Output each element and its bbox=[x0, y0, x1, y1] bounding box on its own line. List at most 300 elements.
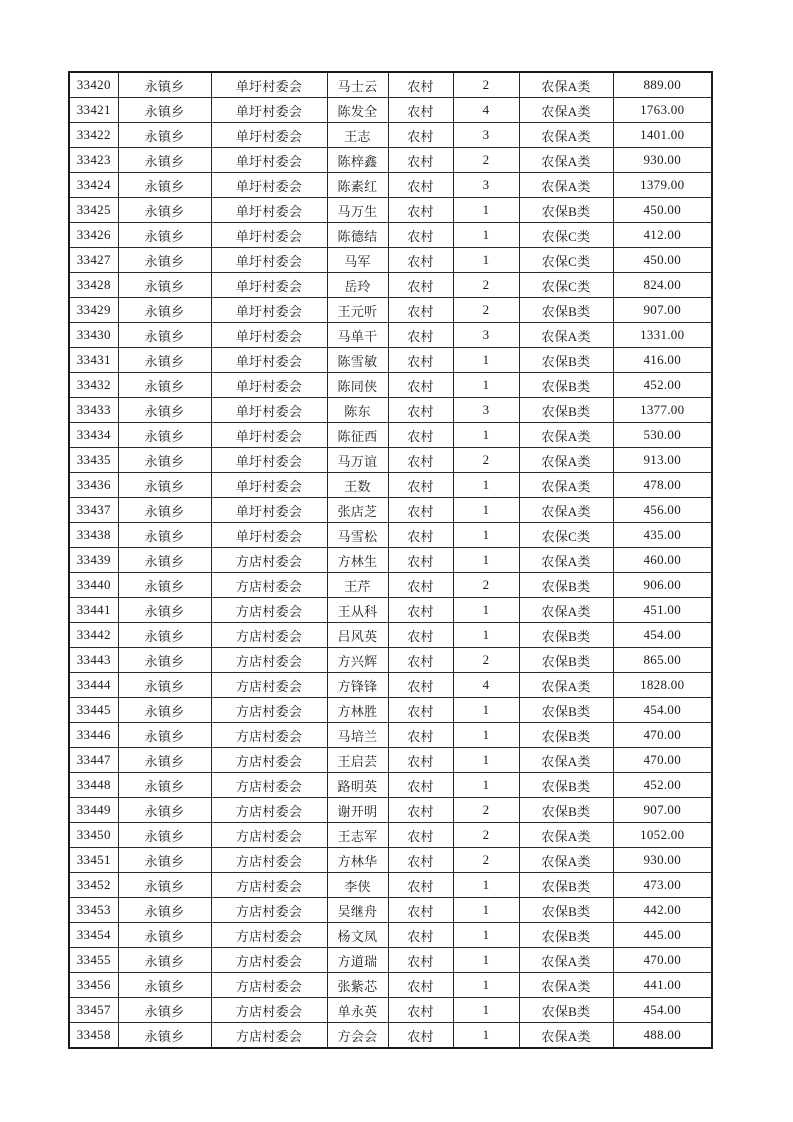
table-row bbox=[69, 973, 712, 998]
cell-insurance-category: 农保B类 bbox=[519, 873, 613, 898]
cell-record-id: 33423 bbox=[69, 148, 118, 173]
cell-person-count: 1 bbox=[453, 973, 519, 998]
cell-township: 永镇乡 bbox=[118, 273, 211, 298]
cell-insurance-category: 农保B类 bbox=[519, 398, 613, 423]
cell-person-count: 2 bbox=[453, 798, 519, 823]
cell-person-name: 陈梓鑫 bbox=[327, 148, 388, 173]
cell-amount: 470.00 bbox=[613, 748, 712, 773]
cell-record-id: 33451 bbox=[69, 848, 118, 873]
table-row bbox=[69, 823, 712, 848]
cell-person-count: 4 bbox=[453, 98, 519, 123]
cell-village-committee: 方店村委会 bbox=[211, 773, 327, 798]
cell-record-id: 33446 bbox=[69, 723, 118, 748]
cell-village-committee: 方店村委会 bbox=[211, 698, 327, 723]
cell-residence-type: 农村 bbox=[388, 373, 453, 398]
cell-person-count: 2 bbox=[453, 148, 519, 173]
cell-person-name: 马培兰 bbox=[327, 723, 388, 748]
cell-record-id: 33450 bbox=[69, 823, 118, 848]
cell-township: 永镇乡 bbox=[118, 98, 211, 123]
cell-insurance-category: 农保A类 bbox=[519, 173, 613, 198]
cell-village-committee: 单圩村委会 bbox=[211, 348, 327, 373]
cell-insurance-category: 农保A类 bbox=[519, 948, 613, 973]
cell-record-id: 33429 bbox=[69, 298, 118, 323]
cell-person-name: 方林华 bbox=[327, 848, 388, 873]
cell-insurance-category: 农保C类 bbox=[519, 523, 613, 548]
cell-person-name: 陈素红 bbox=[327, 173, 388, 198]
cell-person-name: 马雪松 bbox=[327, 523, 388, 548]
table-row bbox=[69, 373, 712, 398]
cell-amount: 1828.00 bbox=[613, 673, 712, 698]
cell-residence-type: 农村 bbox=[388, 873, 453, 898]
cell-person-count: 1 bbox=[453, 923, 519, 948]
cell-record-id: 33448 bbox=[69, 773, 118, 798]
cell-residence-type: 农村 bbox=[388, 498, 453, 523]
cell-insurance-category: 农保B类 bbox=[519, 698, 613, 723]
cell-insurance-category: 农保A类 bbox=[519, 548, 613, 573]
cell-person-count: 3 bbox=[453, 123, 519, 148]
cell-record-id: 33435 bbox=[69, 448, 118, 473]
table-row bbox=[69, 248, 712, 273]
cell-amount: 450.00 bbox=[613, 248, 712, 273]
cell-township: 永镇乡 bbox=[118, 673, 211, 698]
cell-residence-type: 农村 bbox=[388, 198, 453, 223]
cell-residence-type: 农村 bbox=[388, 898, 453, 923]
cell-insurance-category: 农保A类 bbox=[519, 1023, 613, 1049]
cell-village-committee: 方店村委会 bbox=[211, 673, 327, 698]
cell-person-count: 3 bbox=[453, 398, 519, 423]
cell-township: 永镇乡 bbox=[118, 348, 211, 373]
cell-township: 永镇乡 bbox=[118, 973, 211, 998]
table-row bbox=[69, 873, 712, 898]
cell-insurance-category: 农保A类 bbox=[519, 423, 613, 448]
cell-village-committee: 方店村委会 bbox=[211, 573, 327, 598]
cell-insurance-category: 农保B类 bbox=[519, 648, 613, 673]
cell-record-id: 33438 bbox=[69, 523, 118, 548]
cell-amount: 478.00 bbox=[613, 473, 712, 498]
cell-person-name: 张店芝 bbox=[327, 498, 388, 523]
table-row bbox=[69, 998, 712, 1023]
cell-record-id: 33457 bbox=[69, 998, 118, 1023]
cell-insurance-category: 农保B类 bbox=[519, 373, 613, 398]
cell-insurance-category: 农保C类 bbox=[519, 248, 613, 273]
cell-amount: 442.00 bbox=[613, 898, 712, 923]
cell-residence-type: 农村 bbox=[388, 523, 453, 548]
cell-village-committee: 方店村委会 bbox=[211, 873, 327, 898]
cell-township: 永镇乡 bbox=[118, 748, 211, 773]
cell-residence-type: 农村 bbox=[388, 123, 453, 148]
cell-township: 永镇乡 bbox=[118, 473, 211, 498]
table-row bbox=[69, 198, 712, 223]
table-row bbox=[69, 723, 712, 748]
cell-village-committee: 方店村委会 bbox=[211, 548, 327, 573]
table-row bbox=[69, 898, 712, 923]
cell-insurance-category: 农保B类 bbox=[519, 773, 613, 798]
cell-insurance-category: 农保B类 bbox=[519, 798, 613, 823]
cell-village-committee: 单圩村委会 bbox=[211, 398, 327, 423]
cell-village-committee: 单圩村委会 bbox=[211, 173, 327, 198]
cell-village-committee: 方店村委会 bbox=[211, 973, 327, 998]
table-row bbox=[69, 648, 712, 673]
cell-village-committee: 方店村委会 bbox=[211, 898, 327, 923]
cell-township: 永镇乡 bbox=[118, 323, 211, 348]
cell-insurance-category: 农保B类 bbox=[519, 573, 613, 598]
cell-township: 永镇乡 bbox=[118, 123, 211, 148]
pension-roster-table bbox=[68, 71, 713, 1049]
cell-village-committee: 方店村委会 bbox=[211, 623, 327, 648]
cell-insurance-category: 农保A类 bbox=[519, 98, 613, 123]
cell-person-count: 1 bbox=[453, 548, 519, 573]
cell-person-name: 方道瑞 bbox=[327, 948, 388, 973]
cell-insurance-category: 农保B类 bbox=[519, 923, 613, 948]
cell-insurance-category: 农保B类 bbox=[519, 898, 613, 923]
cell-residence-type: 农村 bbox=[388, 398, 453, 423]
table-row bbox=[69, 923, 712, 948]
cell-amount: 1377.00 bbox=[613, 398, 712, 423]
cell-person-name: 马单干 bbox=[327, 323, 388, 348]
cell-amount: 456.00 bbox=[613, 498, 712, 523]
cell-township: 永镇乡 bbox=[118, 723, 211, 748]
cell-record-id: 33458 bbox=[69, 1023, 118, 1049]
cell-residence-type: 农村 bbox=[388, 923, 453, 948]
cell-township: 永镇乡 bbox=[118, 148, 211, 173]
cell-person-name: 方林生 bbox=[327, 548, 388, 573]
cell-person-name: 单永英 bbox=[327, 998, 388, 1023]
cell-insurance-category: 农保A类 bbox=[519, 823, 613, 848]
cell-residence-type: 农村 bbox=[388, 348, 453, 373]
cell-record-id: 33421 bbox=[69, 98, 118, 123]
cell-record-id: 33452 bbox=[69, 873, 118, 898]
table-body bbox=[69, 72, 712, 1048]
cell-person-name: 陈雪敏 bbox=[327, 348, 388, 373]
cell-insurance-category: 农保C类 bbox=[519, 273, 613, 298]
table-row bbox=[69, 323, 712, 348]
cell-amount: 1331.00 bbox=[613, 323, 712, 348]
cell-amount: 913.00 bbox=[613, 448, 712, 473]
cell-person-count: 1 bbox=[453, 223, 519, 248]
table-row bbox=[69, 1023, 712, 1049]
cell-person-name: 王启芸 bbox=[327, 748, 388, 773]
cell-amount: 460.00 bbox=[613, 548, 712, 573]
cell-residence-type: 农村 bbox=[388, 773, 453, 798]
table-row bbox=[69, 298, 712, 323]
cell-person-count: 3 bbox=[453, 173, 519, 198]
cell-record-id: 33439 bbox=[69, 548, 118, 573]
cell-amount: 1401.00 bbox=[613, 123, 712, 148]
cell-person-name: 陈征西 bbox=[327, 423, 388, 448]
cell-person-count: 2 bbox=[453, 823, 519, 848]
table-row bbox=[69, 848, 712, 873]
cell-amount: 488.00 bbox=[613, 1023, 712, 1049]
cell-township: 永镇乡 bbox=[118, 698, 211, 723]
cell-amount: 1052.00 bbox=[613, 823, 712, 848]
cell-insurance-category: 农保A类 bbox=[519, 72, 613, 98]
cell-record-id: 33428 bbox=[69, 273, 118, 298]
cell-residence-type: 农村 bbox=[388, 448, 453, 473]
cell-person-name: 马士云 bbox=[327, 72, 388, 98]
cell-person-name: 陈东 bbox=[327, 398, 388, 423]
cell-person-count: 1 bbox=[453, 423, 519, 448]
cell-township: 永镇乡 bbox=[118, 373, 211, 398]
cell-amount: 450.00 bbox=[613, 198, 712, 223]
cell-township: 永镇乡 bbox=[118, 623, 211, 648]
cell-insurance-category: 农保A类 bbox=[519, 748, 613, 773]
cell-insurance-category: 农保A类 bbox=[519, 473, 613, 498]
cell-insurance-category: 农保B类 bbox=[519, 998, 613, 1023]
cell-record-id: 33426 bbox=[69, 223, 118, 248]
cell-record-id: 33447 bbox=[69, 748, 118, 773]
cell-person-count: 1 bbox=[453, 373, 519, 398]
cell-record-id: 33425 bbox=[69, 198, 118, 223]
cell-amount: 454.00 bbox=[613, 623, 712, 648]
cell-person-count: 3 bbox=[453, 323, 519, 348]
cell-township: 永镇乡 bbox=[118, 498, 211, 523]
cell-amount: 906.00 bbox=[613, 573, 712, 598]
cell-township: 永镇乡 bbox=[118, 248, 211, 273]
cell-record-id: 33434 bbox=[69, 423, 118, 448]
table-row bbox=[69, 273, 712, 298]
table-row bbox=[69, 398, 712, 423]
cell-person-count: 2 bbox=[453, 298, 519, 323]
table-row bbox=[69, 698, 712, 723]
cell-township: 永镇乡 bbox=[118, 998, 211, 1023]
cell-residence-type: 农村 bbox=[388, 648, 453, 673]
cell-person-name: 王从科 bbox=[327, 598, 388, 623]
cell-person-name: 张紫芯 bbox=[327, 973, 388, 998]
cell-person-name: 方会会 bbox=[327, 1023, 388, 1049]
cell-village-committee: 方店村委会 bbox=[211, 948, 327, 973]
cell-amount: 907.00 bbox=[613, 798, 712, 823]
table-row bbox=[69, 72, 712, 98]
cell-amount: 445.00 bbox=[613, 923, 712, 948]
cell-village-committee: 单圩村委会 bbox=[211, 523, 327, 548]
cell-residence-type: 农村 bbox=[388, 473, 453, 498]
cell-record-id: 33437 bbox=[69, 498, 118, 523]
table-row bbox=[69, 423, 712, 448]
cell-person-count: 2 bbox=[453, 848, 519, 873]
cell-village-committee: 单圩村委会 bbox=[211, 448, 327, 473]
table-row bbox=[69, 798, 712, 823]
cell-village-committee: 单圩村委会 bbox=[211, 148, 327, 173]
cell-residence-type: 农村 bbox=[388, 598, 453, 623]
cell-residence-type: 农村 bbox=[388, 823, 453, 848]
cell-person-count: 1 bbox=[453, 198, 519, 223]
cell-person-name: 岳玲 bbox=[327, 273, 388, 298]
cell-insurance-category: 农保B类 bbox=[519, 723, 613, 748]
cell-person-name: 吕风英 bbox=[327, 623, 388, 648]
table-row bbox=[69, 498, 712, 523]
cell-person-name: 王芹 bbox=[327, 573, 388, 598]
cell-township: 永镇乡 bbox=[118, 648, 211, 673]
table-row bbox=[69, 98, 712, 123]
cell-person-count: 1 bbox=[453, 248, 519, 273]
cell-township: 永镇乡 bbox=[118, 873, 211, 898]
cell-amount: 865.00 bbox=[613, 648, 712, 673]
table-row bbox=[69, 473, 712, 498]
cell-person-count: 2 bbox=[453, 648, 519, 673]
cell-village-committee: 方店村委会 bbox=[211, 848, 327, 873]
cell-person-name: 马万谊 bbox=[327, 448, 388, 473]
cell-village-committee: 单圩村委会 bbox=[211, 123, 327, 148]
cell-insurance-category: 农保A类 bbox=[519, 498, 613, 523]
cell-insurance-category: 农保A类 bbox=[519, 323, 613, 348]
cell-amount: 451.00 bbox=[613, 598, 712, 623]
cell-person-count: 1 bbox=[453, 498, 519, 523]
cell-person-name: 王志军 bbox=[327, 823, 388, 848]
cell-residence-type: 农村 bbox=[388, 223, 453, 248]
cell-record-id: 33431 bbox=[69, 348, 118, 373]
cell-amount: 470.00 bbox=[613, 948, 712, 973]
cell-person-count: 1 bbox=[453, 723, 519, 748]
cell-insurance-category: 农保C类 bbox=[519, 223, 613, 248]
cell-village-committee: 单圩村委会 bbox=[211, 72, 327, 98]
cell-amount: 473.00 bbox=[613, 873, 712, 898]
table-row bbox=[69, 623, 712, 648]
table-row bbox=[69, 223, 712, 248]
cell-record-id: 33456 bbox=[69, 973, 118, 998]
cell-person-count: 1 bbox=[453, 473, 519, 498]
cell-amount: 454.00 bbox=[613, 698, 712, 723]
cell-residence-type: 农村 bbox=[388, 248, 453, 273]
cell-person-name: 王志 bbox=[327, 123, 388, 148]
cell-township: 永镇乡 bbox=[118, 1023, 211, 1049]
cell-person-count: 1 bbox=[453, 598, 519, 623]
cell-amount: 824.00 bbox=[613, 273, 712, 298]
cell-amount: 889.00 bbox=[613, 72, 712, 98]
table-row bbox=[69, 748, 712, 773]
cell-person-name: 王元听 bbox=[327, 298, 388, 323]
cell-township: 永镇乡 bbox=[118, 423, 211, 448]
cell-residence-type: 农村 bbox=[388, 573, 453, 598]
cell-residence-type: 农村 bbox=[388, 848, 453, 873]
cell-village-committee: 单圩村委会 bbox=[211, 423, 327, 448]
cell-person-name: 陈德结 bbox=[327, 223, 388, 248]
cell-person-name: 杨文凤 bbox=[327, 923, 388, 948]
table-row bbox=[69, 673, 712, 698]
cell-village-committee: 方店村委会 bbox=[211, 598, 327, 623]
cell-person-name: 路明英 bbox=[327, 773, 388, 798]
cell-record-id: 33441 bbox=[69, 598, 118, 623]
cell-residence-type: 农村 bbox=[388, 98, 453, 123]
cell-village-committee: 单圩村委会 bbox=[211, 323, 327, 348]
cell-township: 永镇乡 bbox=[118, 923, 211, 948]
cell-township: 永镇乡 bbox=[118, 523, 211, 548]
cell-village-committee: 方店村委会 bbox=[211, 823, 327, 848]
cell-amount: 907.00 bbox=[613, 298, 712, 323]
cell-township: 永镇乡 bbox=[118, 898, 211, 923]
cell-person-count: 1 bbox=[453, 523, 519, 548]
cell-residence-type: 农村 bbox=[388, 298, 453, 323]
cell-person-name: 方林胜 bbox=[327, 698, 388, 723]
cell-amount: 530.00 bbox=[613, 423, 712, 448]
cell-record-id: 33442 bbox=[69, 623, 118, 648]
cell-insurance-category: 农保A类 bbox=[519, 148, 613, 173]
cell-residence-type: 农村 bbox=[388, 798, 453, 823]
cell-village-committee: 方店村委会 bbox=[211, 1023, 327, 1049]
cell-amount: 930.00 bbox=[613, 848, 712, 873]
cell-residence-type: 农村 bbox=[388, 173, 453, 198]
cell-village-committee: 单圩村委会 bbox=[211, 298, 327, 323]
cell-amount: 1763.00 bbox=[613, 98, 712, 123]
cell-amount: 452.00 bbox=[613, 373, 712, 398]
cell-record-id: 33432 bbox=[69, 373, 118, 398]
cell-person-count: 1 bbox=[453, 998, 519, 1023]
cell-residence-type: 农村 bbox=[388, 423, 453, 448]
cell-township: 永镇乡 bbox=[118, 448, 211, 473]
cell-village-committee: 方店村委会 bbox=[211, 723, 327, 748]
cell-person-count: 2 bbox=[453, 448, 519, 473]
cell-residence-type: 农村 bbox=[388, 273, 453, 298]
cell-person-name: 陈发全 bbox=[327, 98, 388, 123]
cell-amount: 435.00 bbox=[613, 523, 712, 548]
table-row bbox=[69, 598, 712, 623]
cell-village-committee: 单圩村委会 bbox=[211, 223, 327, 248]
cell-record-id: 33440 bbox=[69, 573, 118, 598]
cell-village-committee: 方店村委会 bbox=[211, 998, 327, 1023]
cell-insurance-category: 农保B类 bbox=[519, 198, 613, 223]
cell-residence-type: 农村 bbox=[388, 673, 453, 698]
cell-residence-type: 农村 bbox=[388, 1023, 453, 1049]
table-row bbox=[69, 548, 712, 573]
cell-village-committee: 单圩村委会 bbox=[211, 198, 327, 223]
cell-township: 永镇乡 bbox=[118, 773, 211, 798]
cell-township: 永镇乡 bbox=[118, 398, 211, 423]
cell-record-id: 33422 bbox=[69, 123, 118, 148]
cell-amount: 452.00 bbox=[613, 773, 712, 798]
table-row bbox=[69, 348, 712, 373]
cell-residence-type: 农村 bbox=[388, 548, 453, 573]
cell-record-id: 33443 bbox=[69, 648, 118, 673]
cell-person-name: 方锋锋 bbox=[327, 673, 388, 698]
cell-residence-type: 农村 bbox=[388, 948, 453, 973]
table-row bbox=[69, 173, 712, 198]
table-row bbox=[69, 948, 712, 973]
cell-insurance-category: 农保A类 bbox=[519, 123, 613, 148]
cell-village-committee: 单圩村委会 bbox=[211, 248, 327, 273]
cell-village-committee: 单圩村委会 bbox=[211, 373, 327, 398]
table-row bbox=[69, 773, 712, 798]
cell-person-count: 1 bbox=[453, 348, 519, 373]
cell-township: 永镇乡 bbox=[118, 223, 211, 248]
cell-township: 永镇乡 bbox=[118, 72, 211, 98]
cell-insurance-category: 农保A类 bbox=[519, 598, 613, 623]
cell-record-id: 33420 bbox=[69, 72, 118, 98]
cell-person-count: 1 bbox=[453, 898, 519, 923]
cell-insurance-category: 农保A类 bbox=[519, 848, 613, 873]
cell-residence-type: 农村 bbox=[388, 748, 453, 773]
cell-person-name: 王数 bbox=[327, 473, 388, 498]
cell-insurance-category: 农保A类 bbox=[519, 973, 613, 998]
cell-village-committee: 方店村委会 bbox=[211, 798, 327, 823]
cell-record-id: 33427 bbox=[69, 248, 118, 273]
cell-village-committee: 单圩村委会 bbox=[211, 498, 327, 523]
cell-record-id: 33455 bbox=[69, 948, 118, 973]
cell-residence-type: 农村 bbox=[388, 723, 453, 748]
cell-insurance-category: 农保B类 bbox=[519, 623, 613, 648]
table-row bbox=[69, 448, 712, 473]
cell-record-id: 33433 bbox=[69, 398, 118, 423]
cell-village-committee: 方店村委会 bbox=[211, 748, 327, 773]
cell-amount: 930.00 bbox=[613, 148, 712, 173]
cell-person-count: 1 bbox=[453, 748, 519, 773]
cell-insurance-category: 农保B类 bbox=[519, 348, 613, 373]
cell-person-name: 陈同侠 bbox=[327, 373, 388, 398]
cell-record-id: 33436 bbox=[69, 473, 118, 498]
cell-amount: 1379.00 bbox=[613, 173, 712, 198]
cell-person-name: 谢开明 bbox=[327, 798, 388, 823]
cell-person-count: 1 bbox=[453, 623, 519, 648]
cell-residence-type: 农村 bbox=[388, 623, 453, 648]
cell-residence-type: 农村 bbox=[388, 323, 453, 348]
